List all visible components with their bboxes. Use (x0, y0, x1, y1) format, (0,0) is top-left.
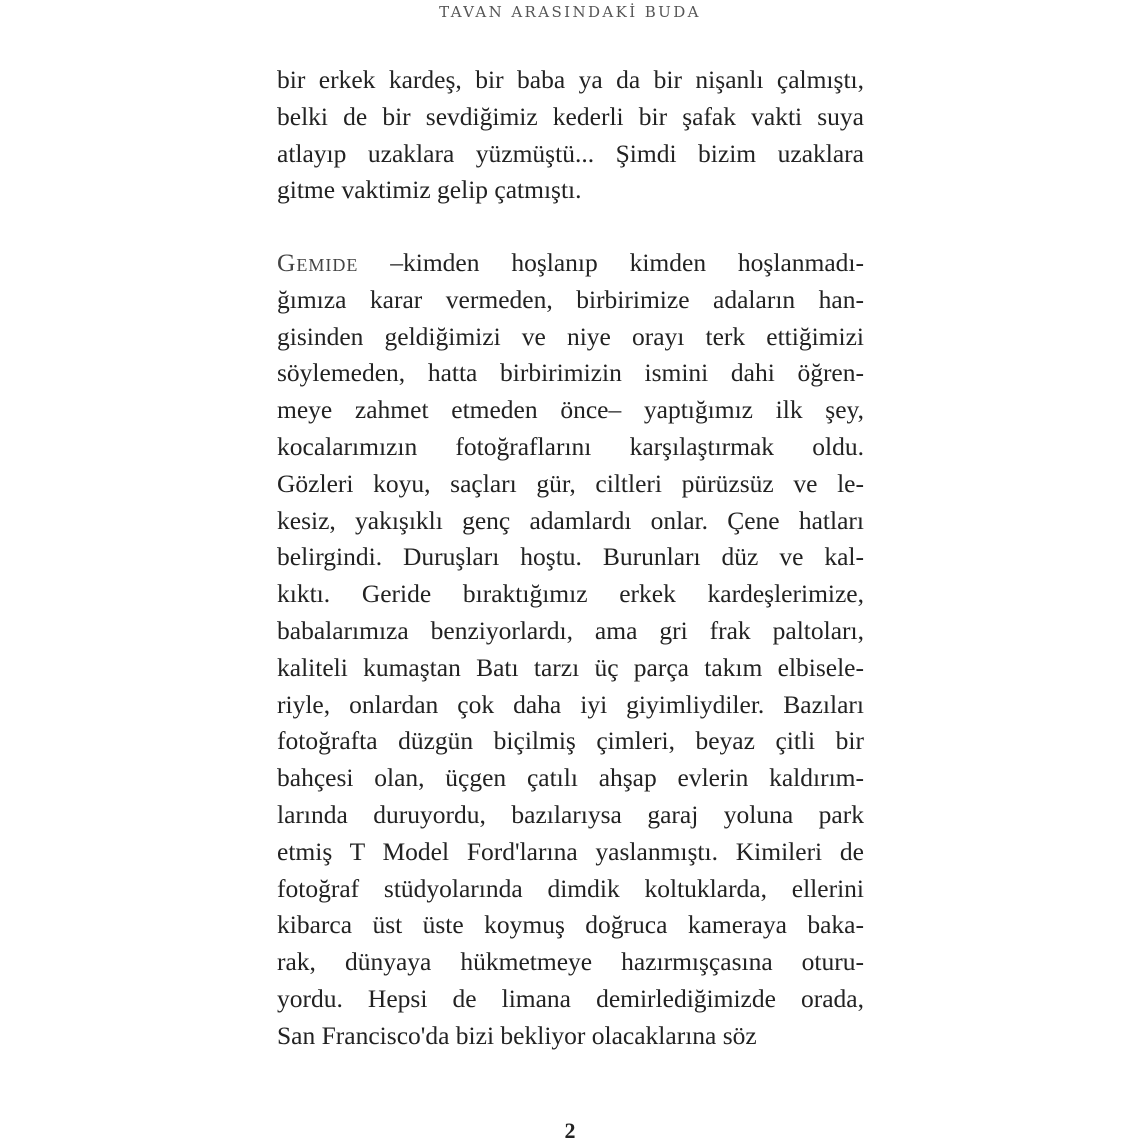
page-number: 2 (564, 1118, 576, 1143)
text-line: gisinden geldiğimizi ve niye orayı terk ettiğimizi (277, 321, 864, 351)
text-line: yordu. Hepsi de limana demirlediğimizde orada, (277, 983, 864, 1013)
text-line: San Francisco'da bizi bekliyor olacaklarına söz (277, 1020, 757, 1050)
text-line: belirgindi. Duruşları hoştu. Burunları düz ve kal- (277, 542, 864, 572)
text-line: ğımıza karar vermeden, birbirimize adaların han- (277, 284, 864, 314)
text-line: rak, dünyaya hükmetmeye hazırmışçasına oturu- (277, 947, 864, 977)
text-line: atlayıp uzaklara yüzmüştü... Şimdi bizim uzaklara (277, 138, 864, 168)
text-line-first (277, 245, 864, 282)
text-line: gitme vaktimiz gelip çatmıştı. (277, 175, 582, 205)
text-line: etmiş T Model Ford'larına yaslanmıştı. Kimileri de (277, 836, 864, 866)
text-line: kibarca üst üste koymuş doğruca kameraya baka- (277, 910, 864, 940)
running-head-title: TAVAN ARASINDAKİ BUDA (439, 3, 701, 21)
text-line: fotoğraf stüdyolarında dimdik koltuklarda, ellerini (277, 873, 864, 903)
section-lead-in: Gemide (277, 248, 359, 277)
text-line: babalarımıza benziyorlardı, ama gri frak paltoları, (277, 615, 864, 645)
text-line: bahçesi olan, üçgen çatılı ahşap evlerin kaldırım- (277, 763, 864, 793)
text-line-first-rest: –kimden hoşlanıp kimden hoşlanmadı- (358, 248, 864, 277)
text-line: larında duruyordu, bazılarıysa garaj yoluna park (277, 799, 864, 829)
text-line: belki de bir sevdiğimiz kederli bir şafak vakti suya (277, 101, 864, 131)
text-line: meye zahmet etmeden önce– yaptığımız ilk şey, (277, 395, 864, 425)
text-line: kaliteli kumaştan Batı tarzı üç parça takım elbisele- (277, 652, 864, 682)
paragraph-2 (277, 245, 864, 1055)
text-line: söylemeden, hatta birbirimizin ismini dahi öğren- (277, 358, 864, 388)
text-line: riyle, onlardan çok daha iyi giyimliydiler. Bazıları (277, 689, 864, 719)
text-line: Gözleri koyu, saçları gür, ciltleri pürüzsüz ve le- (277, 468, 864, 498)
text-line: bir erkek kardeş, bir baba ya da bir nişanlı çalmıştı, (277, 65, 864, 94)
text-line: fotoğrafta düzgün biçilmiş çimleri, beyaz çitli bir (277, 726, 864, 756)
paragraph-1 (277, 62, 864, 209)
text-line: kesiz, yakışıklı genç adamlardı onlar. Çene hatları (277, 505, 864, 535)
text-line: kocalarımızın fotoğraflarını karşılaştırmak oldu. (277, 431, 864, 461)
text-line: kıktı. Geride bıraktığımız erkek kardeşlerimize, (277, 579, 864, 609)
